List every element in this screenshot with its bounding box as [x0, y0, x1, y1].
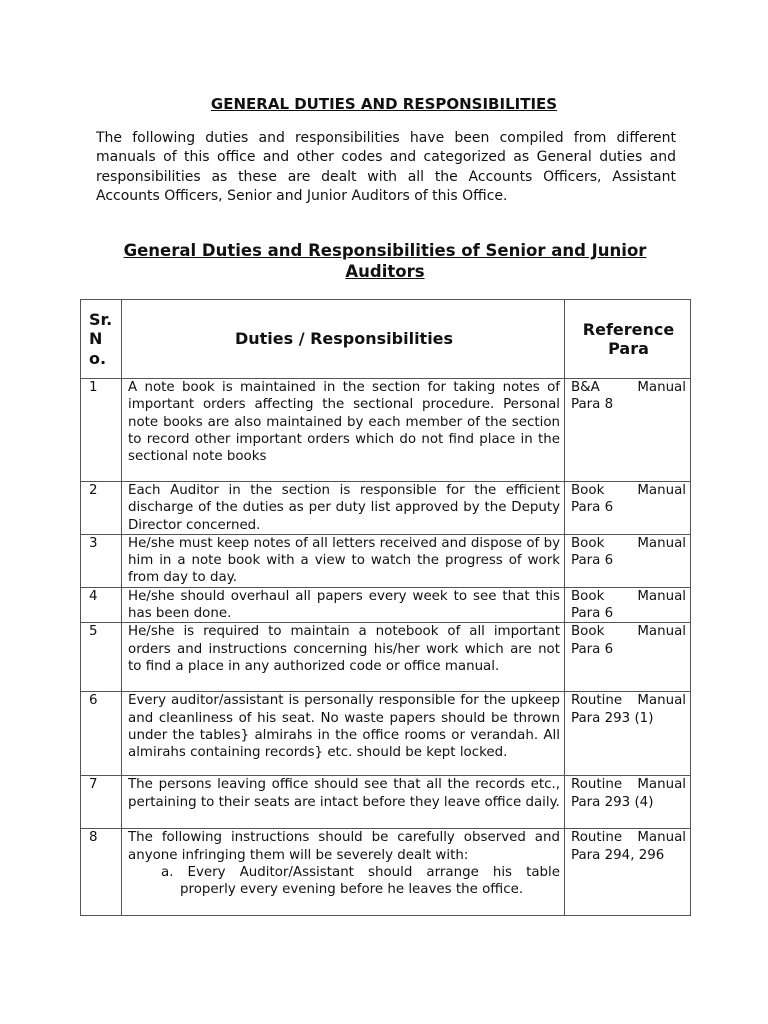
- duty-cell: [122, 534, 565, 587]
- reference-cell: Routine Manual Para 294, 296: [565, 829, 691, 916]
- row-number: 2: [81, 482, 122, 535]
- duty-cell: [122, 482, 565, 535]
- row-number: 8: [81, 829, 122, 916]
- table-row: [81, 379, 691, 482]
- section-subtitle: General Duties and Responsibilities of Senior and Junior Auditors: [123, 241, 647, 281]
- duty-text: He/she should overhaul all papers every week to see that this has been done.: [128, 588, 560, 622]
- table-row: [81, 534, 691, 587]
- duty-text: Every auditor/assistant is personally responsible for the upkeep and cleanliness of his seat. No waste papers should be thrown under the tables} almirahs in the office rooms or verandah. All almirahs containing records} etc. should be kept locked.: [128, 693, 560, 761]
- duty-cell: [122, 692, 565, 776]
- row-number: 7: [81, 776, 122, 829]
- duty-text: He/she is required to maintain a notebook of all important orders and instructions concerning his/her work which are not to find a place in any authorized code or office manual.: [128, 624, 560, 674]
- duty-text: He/she must keep notes of all letters received and dispose of by him in a note book with a view to watch the progress of work from day to day.: [128, 535, 560, 586]
- duty-cell: [122, 623, 565, 692]
- duty-cell: [122, 587, 565, 623]
- table-row: [81, 829, 691, 916]
- reference-cell: Book Manual Para 6: [565, 623, 691, 692]
- header-reference: Reference Para: [565, 300, 691, 379]
- duty-text: A note book is maintained in the section for taking notes of important orders affecting the sectional procedure. Personal note books are also maintained by each member of the section to record other important orders which do not find place in the sectional note books: [128, 380, 560, 465]
- duty-cell: [122, 829, 565, 916]
- reference-cell: Book Manual Para 6: [565, 482, 691, 535]
- table-row: [81, 482, 691, 535]
- duty-text: The persons leaving office should see that all the records etc., pertaining to their seats are intact before they leave office daily.: [128, 777, 560, 810]
- duty-text: The following instructions should be carefully observed and anyone infringing them will be severely dealt with:: [128, 830, 560, 863]
- table-row: [81, 692, 691, 776]
- document-title: GENERAL DUTIES AND RESPONSIBILITIES: [210, 95, 558, 113]
- table-row: [81, 587, 691, 623]
- duties-table: [80, 299, 691, 916]
- duty-subitem: a. Every Auditor/Assistant should arrange his table properly every evening before he leaves the office.: [161, 864, 560, 898]
- row-number: 3: [81, 534, 122, 587]
- reference-cell: Routine Manual Para 293 (4): [565, 776, 691, 829]
- duty-text: Each Auditor in the section is responsible for the efficient discharge of the duties as per duty list approved by the Deputy Director concerned.: [128, 483, 560, 533]
- header-sr-no: Sr. No.: [81, 300, 122, 379]
- table-row: [81, 776, 691, 829]
- duty-cell: [122, 379, 565, 482]
- duty-cell: [122, 776, 565, 829]
- reference-cell: Book Manual Para 6: [565, 587, 691, 623]
- row-number: 1: [81, 379, 122, 482]
- reference-cell: Book Manual Para 6: [565, 534, 691, 587]
- reference-cell: Routine Manual Para 293 (1): [565, 692, 691, 776]
- reference-cell: B&A Manual Para 8: [565, 379, 691, 482]
- row-number: 6: [81, 692, 122, 776]
- intro-paragraph: The following duties and responsibilities have been compiled from different manuals of this office and other codes and categorized as General duties and responsibilities as these are dealt with all the Accounts Officers, Assistant Accounts Officers, Senior and Junior Auditors of this Office.: [96, 130, 676, 205]
- row-number: 5: [81, 623, 122, 692]
- table-row: [81, 623, 691, 692]
- header-duties: Duties / Responsibilities: [122, 300, 565, 379]
- row-number: 4: [81, 587, 122, 623]
